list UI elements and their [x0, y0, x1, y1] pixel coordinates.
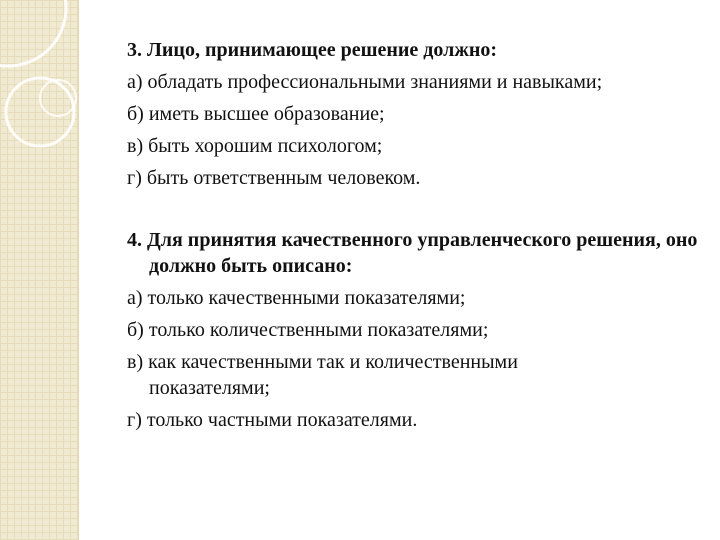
question-title: 4. Для принятия качественного управленческого решения, оно должно быть описано:	[127, 229, 698, 277]
decorative-circles	[0, 0, 78, 540]
option-d: г) быть ответственным человеком.	[127, 167, 421, 189]
option-a: а) только качественными показателями;	[127, 287, 466, 309]
spacer	[127, 194, 712, 224]
option-b: б) только количественными показателями;	[127, 319, 489, 341]
slide-content	[127, 34, 712, 436]
question-4	[127, 227, 712, 436]
question-title: 3. Лицо, принимающее решение должно:	[127, 39, 498, 61]
option-c: в) как качественными так и количественными показателями;	[127, 351, 518, 399]
option-b: б) иметь высшее образование;	[127, 103, 385, 125]
option-c: в) быть хорошим психологом;	[127, 135, 383, 157]
decorative-side-band	[0, 0, 79, 540]
question-3	[127, 34, 712, 194]
option-a: а) обладать профессиональными знаниями и навыками;	[127, 71, 603, 93]
option-d: г) только частными показателями.	[127, 409, 418, 431]
